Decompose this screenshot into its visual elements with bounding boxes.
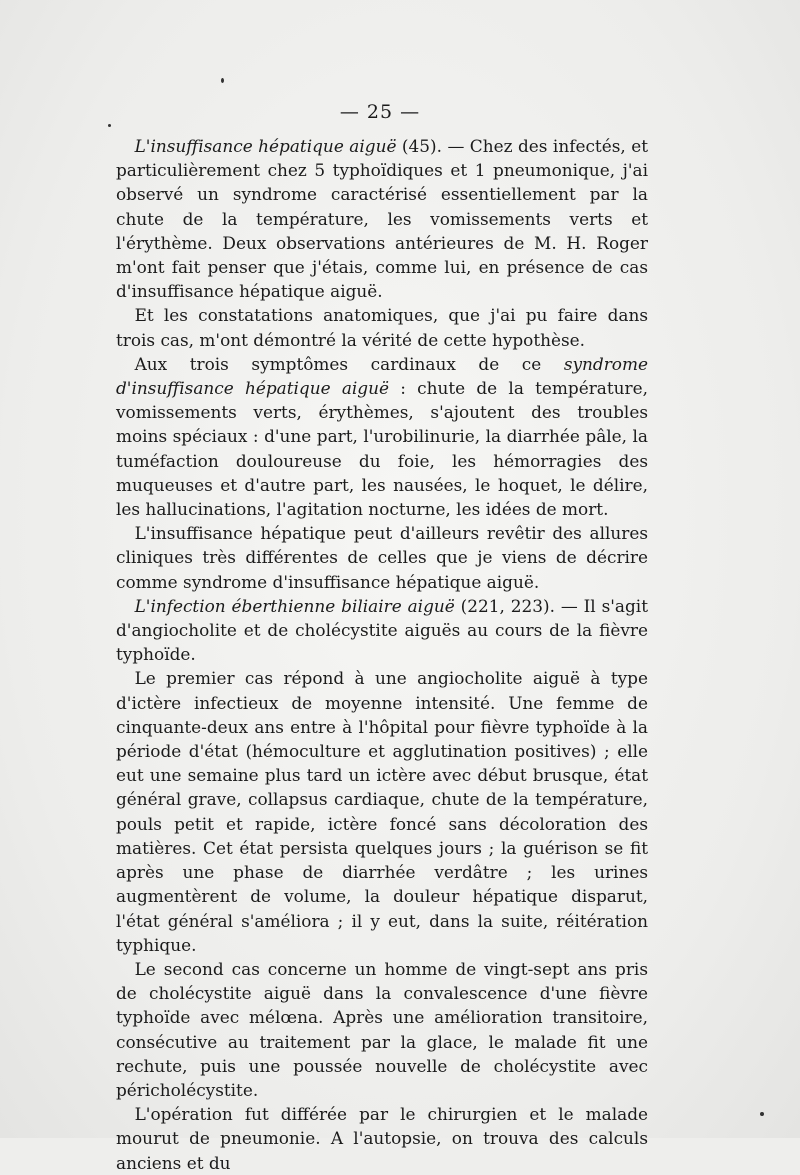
- paragraph: [116, 352, 648, 521]
- italic-heading-text: L'insuffisance hépatique aiguë: [134, 136, 397, 156]
- paragraph: [116, 594, 648, 667]
- paragraph: [116, 134, 648, 303]
- paragraph-text: L'insuffisance hépatique peut d'ailleurs revêtir des allures cliniques très différentes de celles que je viens de décrire comme syndrome d'insuffisance hépatique aiguë.: [116, 523, 648, 592]
- paragraph: [116, 303, 648, 351]
- paragraph: [116, 521, 648, 594]
- paragraph-text: Le premier cas répond à une angiocholite aiguë à type d'ictère infectieux de moyenne intensité. Une femme de cinquante-deux ans entre à l'hôpital pour fièvre typhoïde à la période d'état (hémoculture et agglutination positives) ; elle eut une semaine plus tard un ictère avec début brusque, état général grave, collapsus cardiaque, chute de la température, pouls petit et rapide, ictère foncé sans décoloration des matières. Cet état persista quelques jours ; la guérison se fit après une phase de diarrhée verdâtre ; les urines augmentèrent de volume, la douleur hépatique disparut, l'état général s'améliora ; il y eut, dans la suite, réitération typhique.: [116, 668, 648, 955]
- paragraph-text: (45). — Chez des infectés, et particulièrement chez 5 typhoïdiques et 1 pneumonique, j'ai observé un syndrome caractérisé essentiellement par la chute de la température, les vomissements verts et l'érythème. Deux observations antérieures de M. H. Roger m'ont fait penser que j'étais, comme lui, en présence de cas d'insuffisance hépatique aiguë.: [116, 136, 648, 302]
- paragraph-text: (221, 223). — Il s'agit d'angiocholite et de cholécystite aiguës au cours de la fièvre typhoïde.: [116, 595, 648, 665]
- ink-speck: [108, 124, 111, 127]
- paragraph: [116, 1102, 648, 1175]
- paragraph: [116, 957, 648, 1102]
- text-body: [116, 134, 648, 1175]
- paragraph-text: : chute de la température, vomissements verts, érythèmes, s'ajoutent des troubles moins spéciaux : d'une part, l'urobilinurie, la diarrhée pâle, la tuméfaction douloureuse du foie, les hémorragies des muqueuses et d'autre part, les nausées, le hoquet, le délire, les hallucinations, l'agitation nocturne, les idées de mort.: [116, 378, 648, 520]
- paragraph-text: Le second cas concerne un homme de vingt-sept ans pris de cholécystite aiguë dans la convalescence d'une fièvre typhoïde avec mélœna. Après une amélioration transitoire, consécutive au traitement par la glace, le malade fit une rechute, puis une poussée nouvelle de cholécystite avec péricholécystite.: [116, 958, 648, 1100]
- ink-speck: [221, 78, 224, 83]
- paragraph-text: Aux trois symptômes cardinaux de ce: [134, 353, 564, 374]
- italic-heading-text: L'infection éberthienne biliaire aiguë: [134, 595, 455, 616]
- italic-heading-text: syndrome d'insuffisance hépatique aiguë: [116, 353, 648, 399]
- page-number: — 25 —: [339, 101, 421, 123]
- paragraph: [116, 666, 648, 956]
- ink-speck: [760, 1112, 764, 1116]
- paragraph-text: Et les constatations anatomiques, que j'ai pu faire dans trois cas, m'ont démontré la vérité de cette hypothèse.: [116, 305, 648, 350]
- paragraph-text: L'opération fut différée par le chirurgien et le malade mourut de pneumonie. A l'autopsie, on trouva des calculs anciens et du: [116, 1104, 648, 1173]
